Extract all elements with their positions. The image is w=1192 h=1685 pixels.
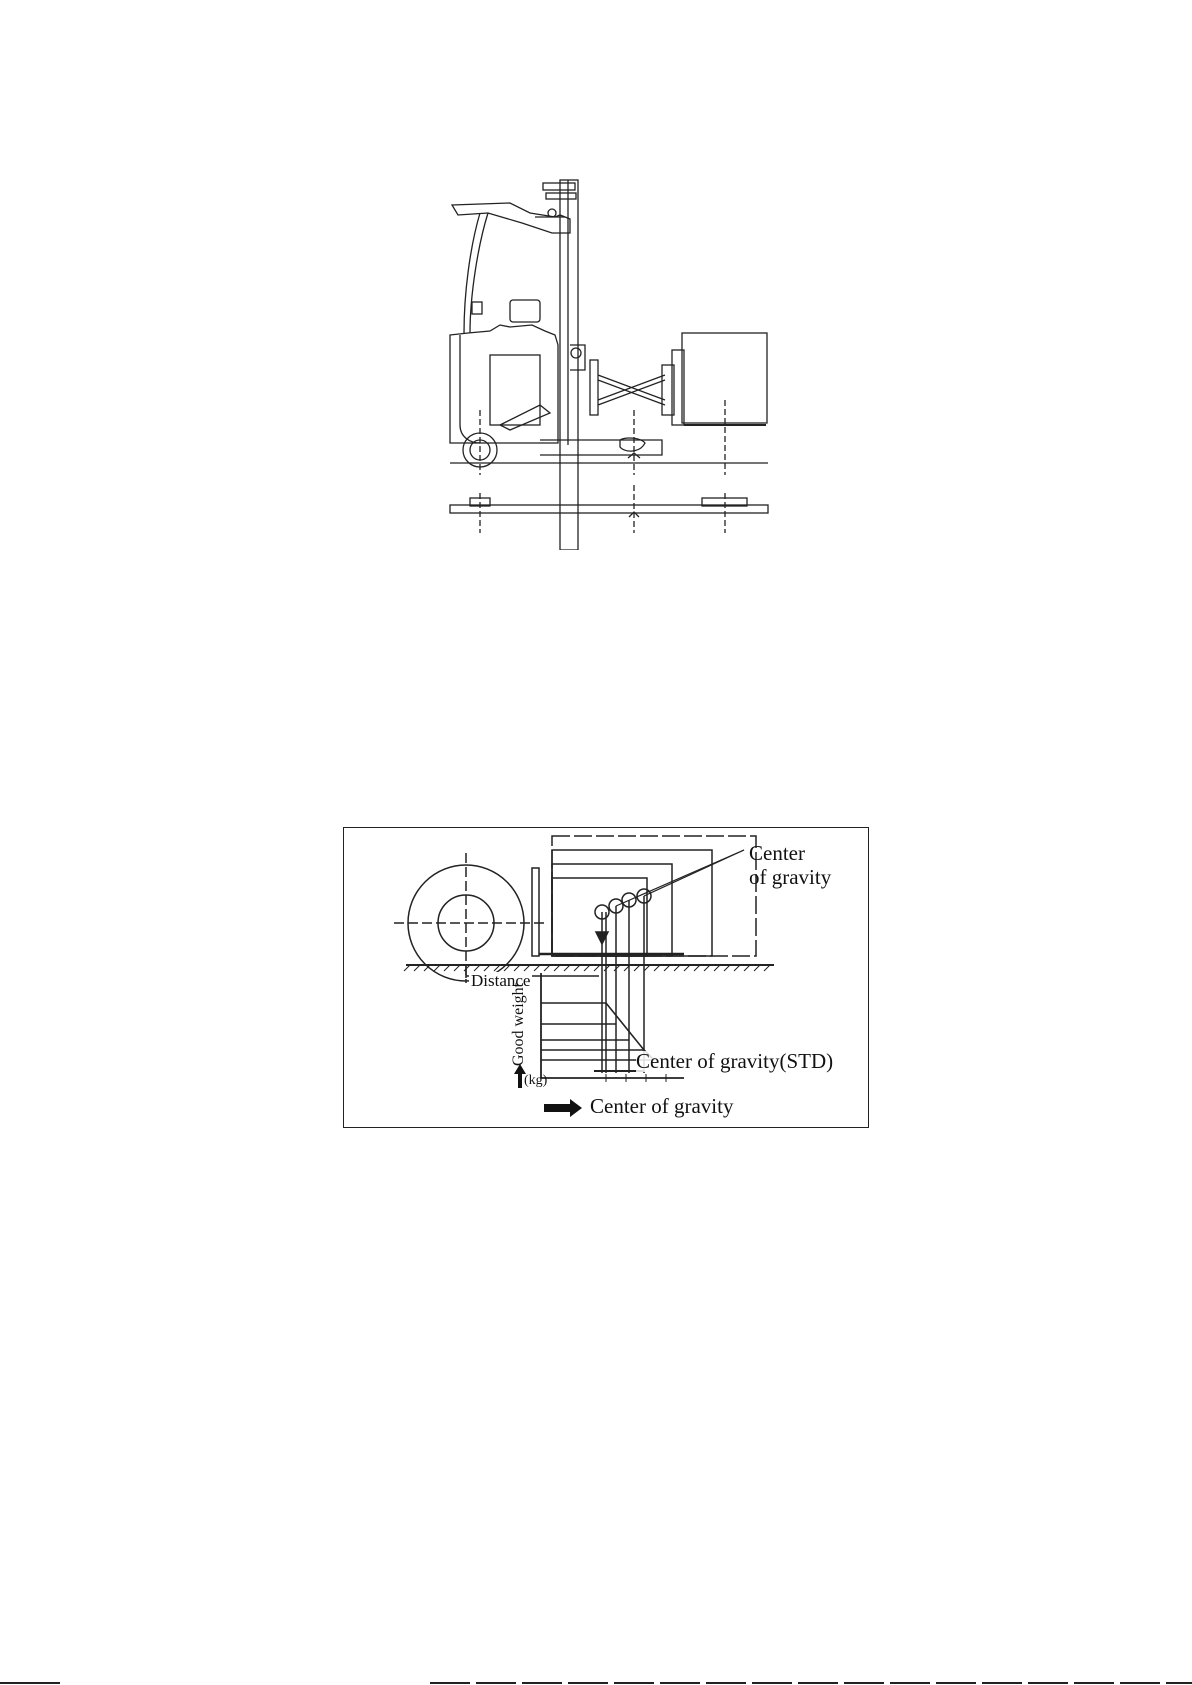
load-box-3 [552,850,712,956]
good-weight-label: Good weight [510,982,527,1066]
distance-label: Distance [471,971,531,990]
kg-unit-label: (kg) [524,1073,548,1088]
right-arrow-icon [544,1099,582,1117]
center-of-gravity-label: Center of gravity [749,841,832,889]
center-of-gravity-axis-label: Center of gravity [590,1094,734,1118]
forklift-side-view-figure [440,175,770,550]
page-bottom-edge [0,1681,1192,1685]
center-of-gravity-std-label: Center of gravity(STD) [636,1049,834,1073]
load-box-4 [552,836,756,956]
load-box-1 [552,878,647,956]
forklift-drawing [440,175,770,550]
center-of-gravity-figure [343,827,869,1128]
overhead-guard [452,203,570,233]
